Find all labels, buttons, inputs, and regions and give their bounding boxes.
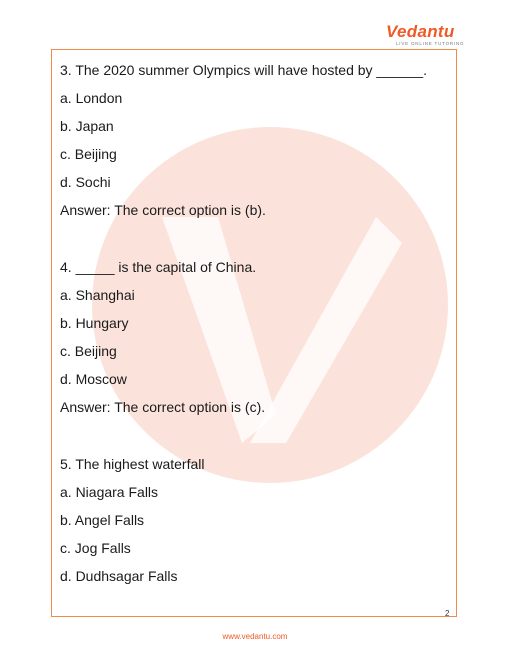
- q3-option-d: d. Sochi: [60, 174, 111, 190]
- footer-url[interactable]: www.vedantu.com: [222, 632, 288, 641]
- page-number: 2: [445, 609, 450, 618]
- logo-tagline: LIVE ONLINE TUTORING: [396, 41, 465, 46]
- q3-option-b: b. Japan: [60, 118, 114, 134]
- q4-option-a: a. Shanghai: [60, 287, 135, 303]
- logo-wordmark: Vedantu: [386, 22, 455, 41]
- question-3: 3. The 2020 summer Olympics will have hosted by ______.: [60, 62, 428, 78]
- vedantu-watermark-icon: [90, 125, 450, 485]
- q3-option-a: a. London: [60, 90, 123, 106]
- question-4: 4. _____ is the capital of China.: [60, 259, 257, 275]
- q4-option-b: b. Hungary: [60, 315, 129, 331]
- q4-option-d: d. Moscow: [60, 371, 127, 387]
- q5-option-a: a. Niagara Falls: [60, 484, 159, 500]
- q4-answer: Answer: The correct option is (c).: [60, 399, 266, 415]
- q5-option-d: d. Dudhsagar Falls: [60, 568, 178, 584]
- q4-option-c: c. Beijing: [60, 343, 117, 359]
- q5-option-c: c. Jog Falls: [60, 540, 131, 556]
- vedantu-logo: [386, 22, 465, 48]
- q3-answer: Answer: The correct option is (b).: [60, 202, 266, 218]
- q5-option-b: b. Angel Falls: [60, 512, 145, 528]
- q3-option-c: c. Beijing: [60, 146, 117, 162]
- question-5: 5. The highest waterfall: [60, 456, 205, 472]
